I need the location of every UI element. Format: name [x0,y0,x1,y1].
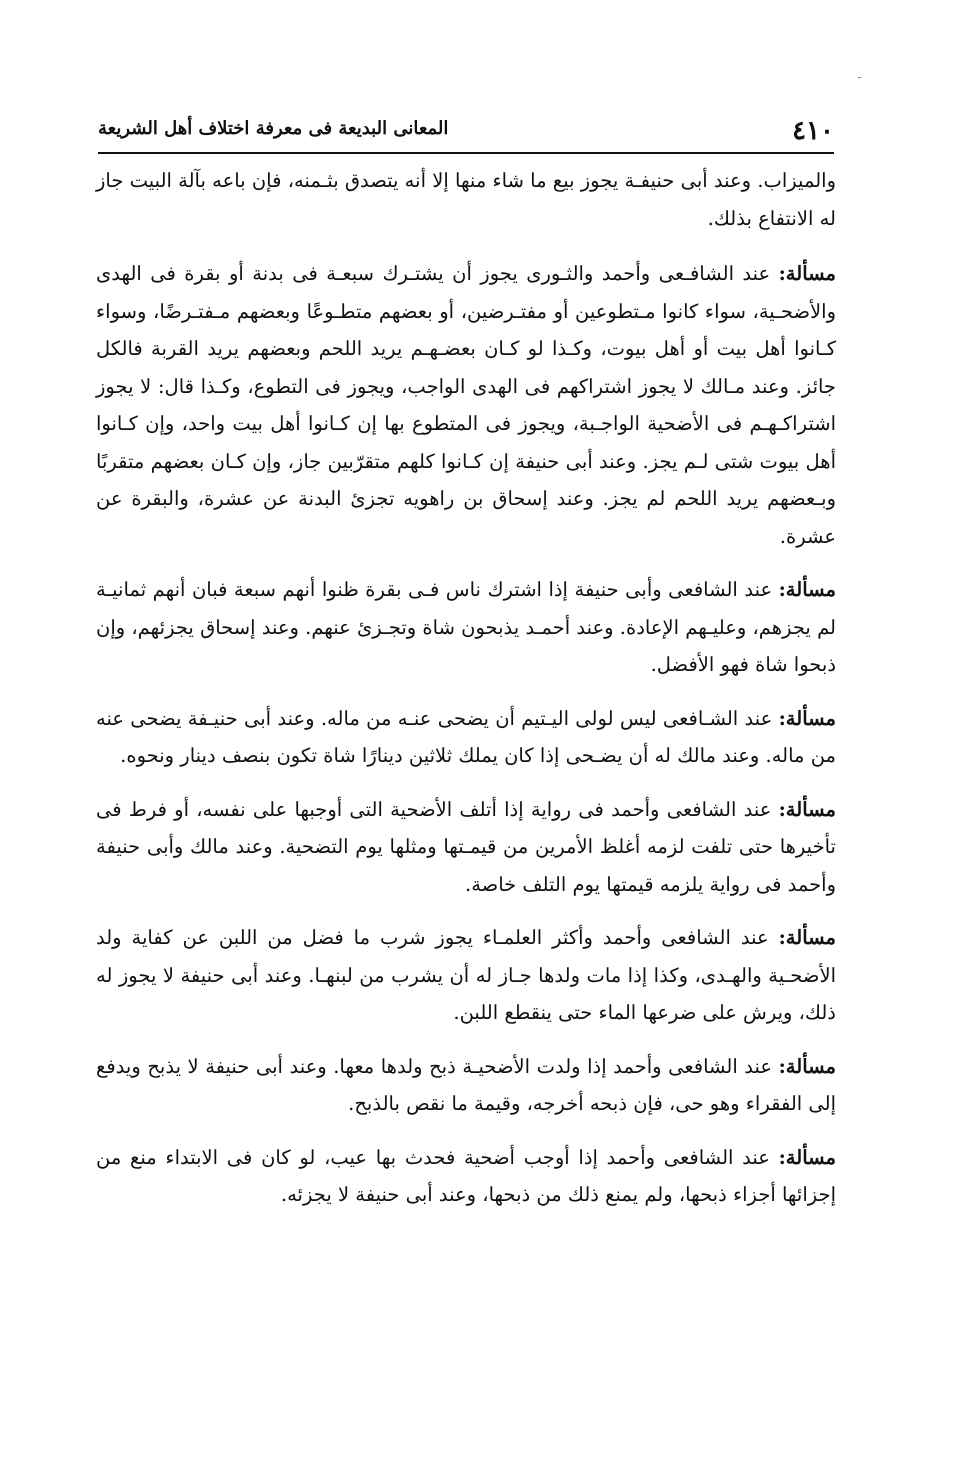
masala-label: مسألة: [778,797,836,821]
header-rule [98,152,834,154]
masala-label: مسألة: [778,578,836,601]
page-number: ٤١٠ [792,116,834,146]
page-body [96,162,836,1230]
masala-label: مسألة: [778,1145,836,1169]
masala-label: مسألة: [778,1054,836,1078]
masala-label: مسألة: [778,926,836,949]
masala-label: مسألة: [778,262,836,285]
running-title: المعانى البديعة فى معرفة اختلاف أهل الشريعة [98,118,449,139]
page-speck: ـ [858,70,861,81]
page-header [98,108,834,148]
masala-paragraph [96,255,836,555]
masala-paragraph [96,919,836,1032]
masala-text: عند الشـافعى ليس لولى اليـتيم أن يضحى عنـه من ماله. وعند أبى حنيـفة يضحى عنه من ماله. وعند مالك له أن يضـحى إذا كان يملك ثلاثين دينارًا شاة تكون بنصف دينار ونحوه. [96,706,836,767]
masala-text: عند الشافعى وأبى حنيفة إذا اشترك ناس فـى بقرة ظنوا أنهم سبعة فبان أنهم ثمانيـة لم يجزهم، وعليـهم الإعادة. وعند أحمـد يذبحون شاة وتجـزئ عنهم. وعند إسحاق يجزئهم، وإن ذبحوا شاة فهو الأفضل. [96,578,836,676]
masala-label: مسألة: [778,706,836,730]
masala-paragraph [96,1139,836,1214]
masala-paragraph [96,700,836,775]
masala-text: عند الشافـعى وأحمد والثـورى يجوز أن يشتـرك سبعـة فى بدنة أو بقرة فى الهدى والأضحـية، سواء كانوا مـتطوعين أو مفتـرضين، أو بعضهم متطـوعًا وبعضهم مـفتـرضًا، وسواء كـانوا أهل بيت أو أهل بيوت، وكـذا لو كـان بعضـهـم يريد اللحم وبعضهم يريد القربة فالكل جائز. وعند مـالك لا يجوز اشتراكهم فى الهدى الواجب، ويجوز فى التطوع، وكـذا قال: لا يجوز اشتراكـهـم فى الأضحية الواجـبة، ويجوز فى المتطوع بها إن كـانوا أهل بيت واحد، وإن كـانوا أهل بيوت شتى لـم يجز. وعند أبى حنيفة إن كـانوا كلهم متقرّبين جاز، وإن كـان بعضهم متقربًا وبـعضهم يريد اللحم لم يجز. وعند إسحاق بن راهويه تجزئ البدنة عن عشرة، والبقرة عن عشرة. [96,262,836,548]
masala-text: عند الشافعى وأحمد إذا أوجب أضحية فحدث بها عيب، لو كان فى الابتداء منع من إجزائها أجزاء ذبحها، ولم يمنع ذلك من ذبحها، وعند أبى حنيفة لا يجزئه. [96,1145,836,1206]
masala-text: عند الشافعى وأحمد وأكثر العلمـاء يجوز شرب ما فضل من اللبن عن كفاية ولد الأضحـية والهـدى، وكذا إذا مات ولدها جـاز له أن يشرب من لبنهـا. وعند أبى حنيفة لا يجوز له ذلك، ويرش على ضرعها الماء حتى ينقطع اللبن. [96,926,836,1024]
masala-text: عند الشافعى وأحمد إذا ولدت الأضحيـة ذبح ولدها معها. وعند أبى حنيفة لا يذبح ويدفع إلى الفقراء وهو حى، فإن ذبحه أخرجه، وقيمة ما نقص بالذبح. [96,1054,836,1115]
masala-paragraph [96,791,836,904]
masala-paragraph [96,571,836,684]
masala-paragraph [96,1048,836,1123]
intro-paragraph: والميزاب. وعند أبى حنيفـة يجوز بيع ما شاء منها إلا أنه يتصدق بثـمنه، فإن باعه بآلة البيت جاز له الانتفاع بذلك. [96,169,836,230]
masala-text: عند الشافعى وأحمد فى رواية إذا أتلف الأضحية التى أوجبها على نفسه، أو فرط فى تأخيرها حتى تلفت لزمه أغلظ الأمرين من قيمـتها ومثلها يوم التضحية. وعند مالك وأبى حنيفة وأحمد فى رواية يلزمه قيمتها يوم التلف خاصة. [96,797,836,896]
